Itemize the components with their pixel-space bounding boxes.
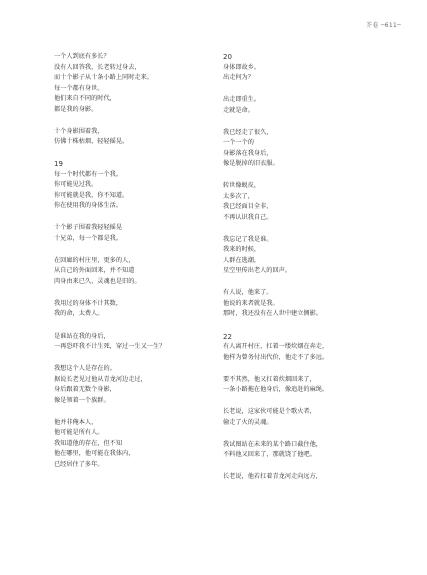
poem-line: 他说的来者就是我。 (223, 299, 279, 307)
poem-stanza (223, 440, 373, 461)
poem-line: 出走何为？ (223, 74, 254, 81)
poem-line: 我知道他的存在，但不知 (54, 439, 123, 447)
poem-line: 从自己的外面回来，并不知道 (54, 267, 135, 275)
poem-line: 十个身影围着我， (54, 127, 104, 135)
poem-line: 你可能就是我，你不知道。 (54, 191, 129, 199)
poem-line: 太多次了， (223, 192, 254, 200)
poem-line: 要不其然，他又扛着炊烟回来了， (223, 375, 316, 383)
poem-line: 星空里传出老人的回声。 (223, 267, 292, 275)
poem-line: 你在使用我的身体生活。 (54, 202, 123, 210)
poem-line: 一个人到底有多长？ (54, 53, 110, 60)
poem-line: 出走即重生。 (223, 96, 261, 104)
poem-line: 是谁站在我的身后， (54, 332, 110, 340)
poem-line: 我来的时候， (223, 246, 261, 254)
poem-line: 每一个时代都有一个我。 (54, 170, 123, 178)
poem-line: 转世像蜕皮， (223, 182, 261, 190)
poem-line: 他们来自不同的时代， (54, 95, 116, 102)
poem-stanza (223, 128, 373, 170)
left-column (54, 52, 204, 482)
right-column (223, 52, 373, 495)
poem-line: 十个影子围着我轻轻摇晃 (54, 224, 123, 232)
poem-stanza (223, 472, 373, 483)
poem-line: 我用过的身体不计其数， (54, 299, 123, 307)
poem-line: 我的命，太费人。 (54, 310, 104, 318)
poem-line: 他可能是所有人。 (54, 429, 104, 437)
poem-stanza (223, 95, 373, 116)
poem-line: 身后跟着无数个身影， (54, 386, 116, 394)
poem-stanza (223, 407, 373, 428)
poem-line: 他并非俺本人， (54, 418, 98, 426)
poem-line: 在回廊的村庄里，更多的人， (54, 256, 135, 264)
poem-line: 已经居住了多年。 (54, 460, 104, 468)
poem-line: 肉身由来已久，灵魂也是旧的。 (54, 277, 141, 285)
poem-stanza (223, 288, 373, 320)
poem-line: 他在哪里，他可能在我体内， (54, 450, 135, 458)
poem-stanza (223, 332, 373, 364)
poem-stanza (223, 181, 373, 223)
poem-line: 仿佛十株枯烟，轻轻摇晃。 (54, 138, 129, 146)
poem-line: 我已经走了很久， (223, 128, 273, 136)
poem-line: 而十个影子从十条小路上同时走来。 (54, 74, 153, 81)
poem-line: 像是脱掉的旧衣服。 (223, 160, 279, 168)
poem-line: 我试图站在未来的某个路口截住他， (223, 440, 322, 448)
section-number: 19 (54, 160, 63, 169)
poem-line: 长老说，他若扛着青龙河走向远方， (223, 473, 322, 481)
poem-line: 十兄弟，每一个都是我。 (54, 234, 123, 242)
poem-line: 我忘记了我是谁。 (223, 235, 273, 243)
poem-stanza (54, 127, 204, 148)
poem-line: 像是领着一个族群。 (54, 396, 110, 404)
poem-line: 不料他又回来了，那就饶了他吧。 (223, 451, 316, 459)
poem-line: 你可能见过我。 (54, 181, 98, 189)
poem-line: 身体即故乡。 (223, 63, 261, 71)
poem-line: 没有人回答我，长老转过身去， (54, 63, 141, 71)
poem-line: 我已经面目全非， (223, 203, 273, 211)
page-header: 芥卷 ─611─ (366, 22, 401, 29)
poem-stanza (223, 375, 373, 396)
poem-line: 不再认识我自己。 (223, 213, 273, 221)
poem-line: 每一个都有身世。 (54, 84, 104, 92)
poem-stanza (54, 332, 204, 353)
poem-line: 走就是命。 (223, 106, 254, 114)
poem-stanza (54, 159, 204, 212)
poem-line: 长老说，这家伙可能是个歌火者， (223, 408, 316, 416)
poem-line: 我想这个人是存在的。 (54, 365, 116, 373)
poem-stanza (54, 223, 204, 244)
poem-stanza (54, 418, 204, 471)
poem-line: 他样为曾务付出代价，他走不了多远。 (223, 353, 329, 361)
poem-line: 一条小路拖在他身后，像追赶的麻绳。 (223, 386, 329, 394)
poem-stanza (223, 52, 373, 84)
section-number: 22 (223, 332, 232, 341)
poem-line: 人群在逃潮， (223, 256, 261, 264)
poem-line: 有人说，他来了。 (223, 289, 273, 297)
poem-line: 一再恐吓我不计生死，穿过一生又一生？ (54, 343, 166, 351)
poem-stanza (54, 299, 204, 320)
poem-line: 都是我的身影。 (54, 105, 98, 113)
poem-line: 一个一个的 (223, 139, 254, 147)
poem-line: 有人离开村庄，扛着一缕炊烟在奔走， (223, 343, 329, 351)
section-number: 20 (223, 53, 232, 61)
poem-line: 那时，我还没有在人世中建立侧影。 (223, 310, 322, 318)
poem-stanza (54, 52, 204, 115)
poem-line: 偷走了火的灵魂。 (223, 418, 273, 426)
poem-stanza (54, 364, 204, 406)
poem-stanza (223, 235, 373, 277)
poem-stanza (54, 256, 204, 288)
poem-line: 据说长老见过他从青龙河边走过， (54, 375, 147, 383)
poem-line: 身影落在我身后， (223, 149, 273, 157)
